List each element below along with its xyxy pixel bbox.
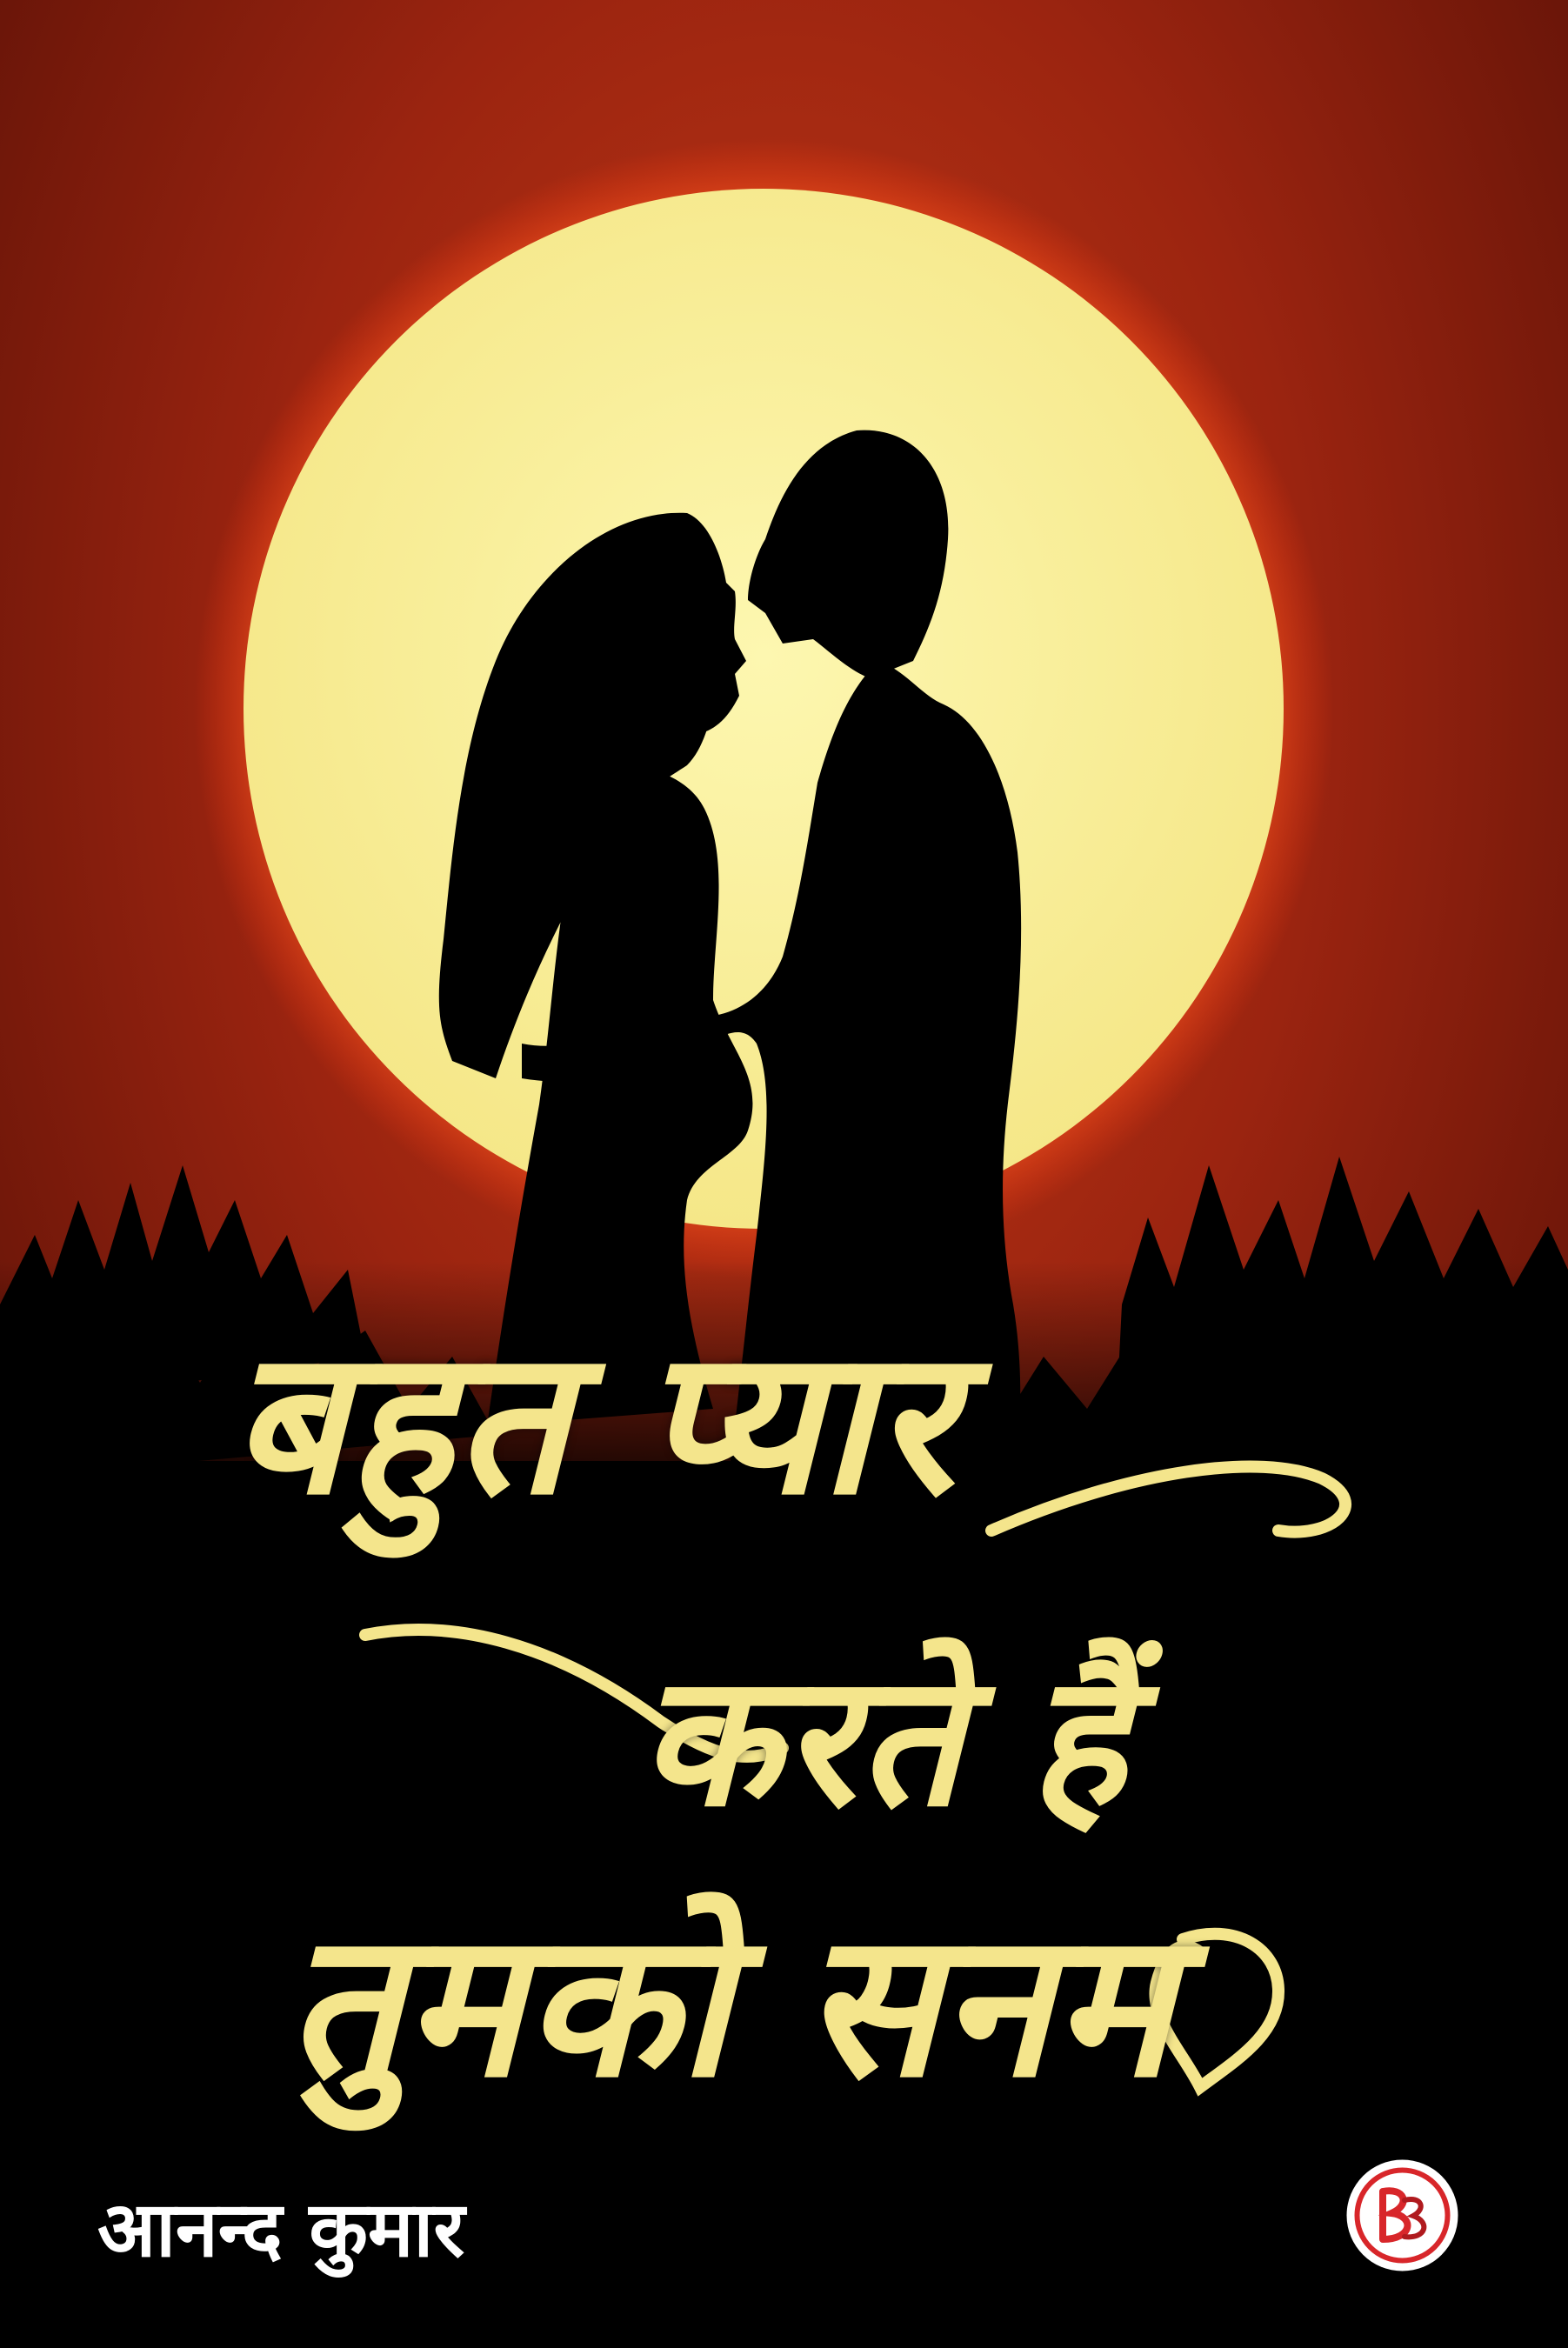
- title-line-2: करते हैं: [639, 1632, 1128, 1847]
- moon: [244, 189, 1284, 1229]
- title-line-3: तुमको सनम: [287, 1887, 1174, 2122]
- title-line-1: बहुत प्यार: [230, 1304, 957, 1539]
- publisher-logo-icon: [1344, 2157, 1461, 2274]
- author-name: आनन्द कुमार: [97, 2185, 465, 2274]
